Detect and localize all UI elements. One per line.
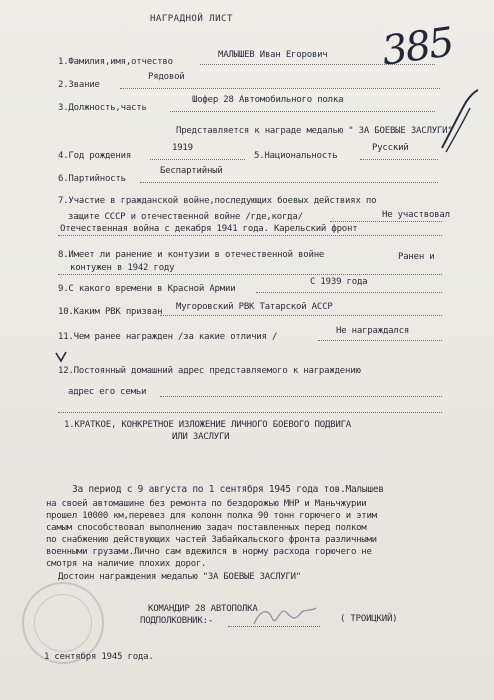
field-name-line xyxy=(200,64,435,65)
section-heading-2: ИЛИ ЗАСЛУГИ xyxy=(172,432,230,442)
field-draft-office-line xyxy=(160,315,442,316)
field-birth-year-label: 4.Год рождения xyxy=(58,151,132,161)
field-wounds-value-1: Ранен и xyxy=(398,252,435,262)
field-nationality-label: 5.Национальность xyxy=(254,151,338,161)
presented-for-award: Представляется к награде медалью " ЗА БОЕВЫЕ ЗАСЛУГИ" xyxy=(176,126,453,136)
field-rank-line xyxy=(120,88,440,89)
document-title: НАГРАДНОЙ ЛИСТ xyxy=(150,14,233,24)
field-wounds-line xyxy=(58,274,442,275)
field-wounds-value-2: контужен в 1942 году xyxy=(70,263,175,273)
body-line-5: по снабжению действующих частей Забайкальского фронта различными xyxy=(46,535,377,545)
field-wounds-label: 8.Имеет ли ранение и контузии в отечественной войне xyxy=(58,250,325,260)
handwritten-mark xyxy=(440,88,480,158)
signature-title-1: КОМАНДИР 28 АВТОПОЛКА xyxy=(148,604,258,614)
field-home-address-line-2 xyxy=(58,412,442,413)
field-army-since-value: С 1939 года xyxy=(310,277,368,287)
handwritten-check xyxy=(54,350,68,364)
field-position-label: 3.Должность,часть xyxy=(58,103,147,113)
field-army-since-line xyxy=(256,292,442,293)
field-participation-line-1 xyxy=(330,221,442,222)
field-position-value: Шофер 28 Автомобильного полка xyxy=(192,95,344,105)
section-heading-1: 1.КРАТКОЕ, КОНКРЕТНОЕ ИЗЛОЖЕНИЕ ЛИЧНОГО БОЕВОГО ПОДВИГА xyxy=(64,420,352,430)
body-line-3: прошел 10000 км,перевез для колонн полка 90 тонн горючего и этим xyxy=(46,511,377,521)
field-participation-value-2: Отечественная война с декабря 1941 года. Карельский фронт xyxy=(60,224,358,234)
field-name-value: МАЛЫШЕВ Иван Егорович xyxy=(218,50,328,60)
field-draft-office-value: Мугоровский РВК Татарской АССР xyxy=(176,302,333,312)
archive-number: 385 xyxy=(379,19,456,75)
signature-scribble xyxy=(250,598,320,632)
field-party-value: Беспартийный xyxy=(160,166,223,176)
field-position-line xyxy=(170,111,435,112)
body-line-4: самым способствовал выполнению задач поставленных перед полком xyxy=(46,523,367,533)
field-nationality-line xyxy=(360,159,438,160)
field-home-address-label: 12.Постоянный домашний адрес представляемого к награждению xyxy=(58,366,361,376)
field-army-since-label: 9.С какого времени в Красной Армии xyxy=(58,284,236,294)
field-previous-awards-line xyxy=(318,340,442,341)
body-line-2: на своей автомашине без ремонта по бездорожью МНР и Маньчжурии xyxy=(46,499,367,509)
field-birth-year-value: 1919 xyxy=(172,143,193,153)
body-line-1: За период с 9 августа по 1 сентября 1945 года тов.Малышев xyxy=(72,484,384,495)
signature-title-2: ПОДПОЛКОВНИК:- xyxy=(140,616,214,626)
field-previous-awards-label: 11.Чем ранее награжден /за какие отличия / xyxy=(58,332,278,342)
body-line-8: Достоин награждения медалью "ЗА БОЕВЫЕ ЗАСЛУГИ" xyxy=(58,572,301,582)
body-line-7: смотря на наличие плохих дорог. xyxy=(46,559,207,569)
field-birth-year-line xyxy=(150,159,245,160)
document-date: 1 сентября 1945 года. xyxy=(44,652,154,662)
field-draft-office-label: 10.Каким РВК призван xyxy=(58,307,163,317)
field-name-label: 1.Фамилия,имя,отчество xyxy=(58,57,173,67)
field-party-label: 6.Партийность xyxy=(58,174,126,184)
field-home-address-line xyxy=(160,396,442,397)
field-home-address-label-2: адрес его семьи xyxy=(68,387,147,397)
field-rank-label: 2.Звание xyxy=(58,80,100,90)
field-rank-value: Рядовой xyxy=(148,72,185,82)
field-participation-label-2: защите СССР и отечественной войне /где,когда/ xyxy=(68,212,303,222)
body-line-6: военными грузами.Лично сам вдежился в норму расхода горючего не xyxy=(46,547,372,557)
field-participation-label-1: 7.Участие в гражданской войне,последующих боевых действиях по xyxy=(58,196,377,206)
field-participation-line-2 xyxy=(58,235,442,236)
field-participation-value-1: Не участвовал xyxy=(382,210,450,220)
field-party-line xyxy=(140,182,438,183)
field-nationality-value: Русский xyxy=(372,143,409,153)
field-previous-awards-value: Не награждался xyxy=(336,326,410,336)
signature-name: ( ТРОИЦКИЙ) xyxy=(340,614,398,624)
